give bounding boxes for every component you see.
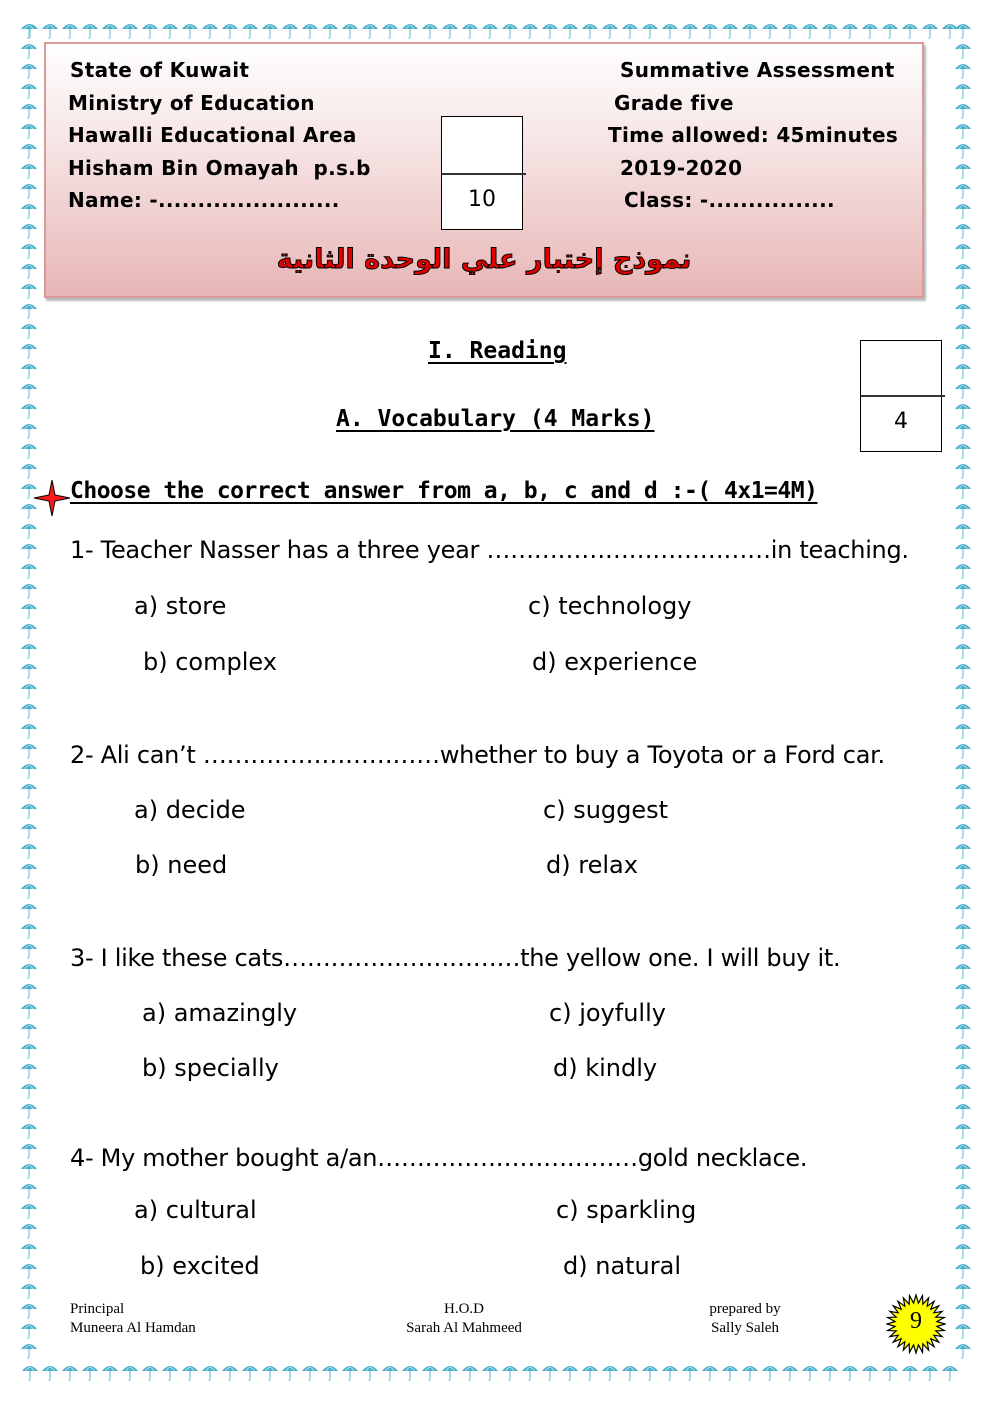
umbrella-icon xyxy=(953,1000,973,1020)
umbrella-icon xyxy=(953,1040,973,1060)
umbrella-icon xyxy=(953,640,973,660)
question-4: 4- My mother bought a/an……………………………gold necklace. xyxy=(70,1144,808,1172)
umbrella-icon xyxy=(953,780,973,800)
umbrella-icon xyxy=(953,820,973,840)
umbrella-icon xyxy=(440,20,460,40)
umbrella-icon xyxy=(840,1362,860,1382)
umbrella-icon xyxy=(200,20,220,40)
umbrella-icon xyxy=(580,20,600,40)
umbrella-icon xyxy=(19,420,39,440)
question-1: 1- Teacher Nasser has a three year ………………………………in teaching. xyxy=(70,536,909,564)
umbrella-icon xyxy=(660,20,680,40)
umbrella-icon xyxy=(800,1362,820,1382)
umbrella-icon xyxy=(640,20,660,40)
umbrella-icon xyxy=(19,320,39,340)
umbrella-icon xyxy=(120,1362,140,1382)
umbrella-icon xyxy=(920,20,940,40)
prepared-name: Sally Saleh xyxy=(711,1320,779,1336)
umbrella-icon xyxy=(19,1000,39,1020)
umbrella-icon xyxy=(953,1020,973,1040)
umbrella-icon xyxy=(880,20,900,40)
option-2c[interactable]: c) suggest xyxy=(543,796,669,824)
umbrella-icon xyxy=(700,1362,720,1382)
umbrella-icon xyxy=(19,1340,39,1360)
umbrella-icon xyxy=(19,560,39,580)
umbrella-border-top xyxy=(20,20,960,42)
umbrella-icon xyxy=(953,720,973,740)
umbrella-icon xyxy=(19,160,39,180)
name-field[interactable]: Name: -....................... xyxy=(68,188,340,212)
section-score-value: 4 xyxy=(894,409,908,434)
umbrella-icon xyxy=(953,860,973,880)
umbrella-icon xyxy=(80,1362,100,1382)
section-title: I. Reading xyxy=(428,338,567,364)
umbrella-icon xyxy=(360,1362,380,1382)
umbrella-icon xyxy=(760,20,780,40)
umbrella-icon xyxy=(19,340,39,360)
umbrella-icon xyxy=(953,920,973,940)
umbrella-icon xyxy=(500,20,520,40)
umbrella-icon xyxy=(19,700,39,720)
umbrella-icon xyxy=(720,1362,740,1382)
umbrella-icon xyxy=(200,1362,220,1382)
time-allowed-label: Time allowed: 45minutes xyxy=(608,123,899,147)
option-3c[interactable]: c) joyfully xyxy=(549,999,666,1027)
umbrella-icon xyxy=(953,140,973,160)
umbrella-icon xyxy=(19,300,39,320)
umbrella-icon xyxy=(19,840,39,860)
umbrella-icon xyxy=(953,940,973,960)
umbrella-icon xyxy=(19,1240,39,1260)
umbrella-icon xyxy=(19,220,39,240)
umbrella-icon xyxy=(600,1362,620,1382)
umbrella-icon xyxy=(953,320,973,340)
umbrella-icon xyxy=(60,20,80,40)
umbrella-icon xyxy=(19,620,39,640)
umbrella-icon xyxy=(19,80,39,100)
umbrella-icon xyxy=(280,1362,300,1382)
umbrella-icon xyxy=(953,420,973,440)
umbrella-icon xyxy=(19,1300,39,1320)
option-3a[interactable]: a) amazingly xyxy=(142,999,298,1027)
umbrella-icon xyxy=(40,1362,60,1382)
umbrella-icon xyxy=(340,1362,360,1382)
option-1a[interactable]: a) store xyxy=(134,592,227,620)
umbrella-icon xyxy=(19,900,39,920)
umbrella-icon xyxy=(600,20,620,40)
umbrella-icon xyxy=(60,1362,80,1382)
option-4a[interactable]: a) cultural xyxy=(134,1196,257,1224)
umbrella-icon xyxy=(19,860,39,880)
umbrella-icon xyxy=(780,20,800,40)
umbrella-icon xyxy=(220,1362,240,1382)
umbrella-icon xyxy=(953,580,973,600)
umbrella-icon xyxy=(19,20,39,40)
umbrella-icon xyxy=(100,20,120,40)
umbrella-icon xyxy=(120,20,140,40)
umbrella-icon xyxy=(953,960,973,980)
option-4d[interactable]: d) natural xyxy=(563,1252,682,1280)
option-3b[interactable]: b) specially xyxy=(142,1054,279,1082)
umbrella-icon xyxy=(300,1362,320,1382)
option-4b[interactable]: b) excited xyxy=(140,1252,260,1280)
umbrella-icon xyxy=(440,1362,460,1382)
umbrella-icon xyxy=(20,1362,40,1382)
umbrella-icon xyxy=(19,800,39,820)
umbrella-icon xyxy=(840,20,860,40)
umbrella-icon xyxy=(19,460,39,480)
umbrella-icon xyxy=(820,20,840,40)
umbrella-icon xyxy=(19,1020,39,1040)
umbrella-icon xyxy=(19,280,39,300)
umbrella-icon xyxy=(480,1362,500,1382)
umbrella-icon xyxy=(19,1200,39,1220)
umbrella-icon xyxy=(953,220,973,240)
umbrella-icon xyxy=(100,1362,120,1382)
umbrella-icon xyxy=(160,1362,180,1382)
umbrella-icon xyxy=(953,700,973,720)
header-box xyxy=(44,42,924,298)
umbrella-icon xyxy=(320,1362,340,1382)
umbrella-icon xyxy=(953,1280,973,1300)
umbrella-icon xyxy=(19,1060,39,1080)
umbrella-icon xyxy=(19,260,39,280)
umbrella-icon xyxy=(19,1260,39,1280)
umbrella-icon xyxy=(953,440,973,460)
umbrella-icon xyxy=(19,720,39,740)
umbrella-icon xyxy=(520,1362,540,1382)
instruction: Choose the correct answer from a, b, c and d :-( 4x1=4M) xyxy=(70,478,818,504)
umbrella-icon xyxy=(953,880,973,900)
option-1d[interactable]: d) experience xyxy=(532,648,698,676)
total-score-box[interactable] xyxy=(441,116,523,230)
umbrella-icon xyxy=(953,620,973,640)
umbrella-icon xyxy=(680,1362,700,1382)
option-4c[interactable]: c) sparkling xyxy=(556,1196,697,1224)
principal-signature xyxy=(70,1300,196,1338)
umbrella-icon xyxy=(400,1362,420,1382)
umbrella-icon xyxy=(260,20,280,40)
umbrella-icon xyxy=(400,20,420,40)
umbrella-icon xyxy=(560,20,580,40)
umbrella-icon xyxy=(420,1362,440,1382)
umbrella-icon xyxy=(920,1362,940,1382)
umbrella-icon xyxy=(953,1340,973,1360)
umbrella-icon xyxy=(953,380,973,400)
grade-label: Grade five xyxy=(614,91,734,115)
umbrella-icon xyxy=(953,800,973,820)
umbrella-icon xyxy=(953,180,973,200)
umbrella-icon xyxy=(860,1362,880,1382)
option-2d[interactable]: d) relax xyxy=(546,851,638,879)
score-divider xyxy=(861,395,945,397)
umbrella-icon xyxy=(19,100,39,120)
option-1c[interactable]: c) technology xyxy=(528,592,692,620)
umbrella-icon xyxy=(953,1120,973,1140)
state-label: State of Kuwait xyxy=(70,58,250,82)
umbrella-icon xyxy=(240,1362,260,1382)
prepared-label: prepared by xyxy=(709,1301,781,1317)
umbrella-icon xyxy=(953,600,973,620)
option-3d[interactable]: d) kindly xyxy=(553,1054,658,1082)
umbrella-icon xyxy=(540,1362,560,1382)
total-score-value: 10 xyxy=(468,187,496,212)
hod-label: H.O.D xyxy=(444,1301,484,1317)
umbrella-icon xyxy=(19,40,39,60)
umbrella-icon xyxy=(580,1362,600,1382)
umbrella-icon xyxy=(880,1362,900,1382)
umbrella-icon xyxy=(19,440,39,460)
umbrella-icon xyxy=(953,900,973,920)
umbrella-icon xyxy=(860,20,880,40)
page-number: 9 xyxy=(910,1308,922,1334)
umbrella-border-bottom xyxy=(20,1362,960,1384)
umbrella-icon xyxy=(480,20,500,40)
umbrella-icon xyxy=(953,1240,973,1260)
umbrella-icon xyxy=(340,20,360,40)
umbrella-icon xyxy=(640,1362,660,1382)
umbrella-icon xyxy=(420,20,440,40)
page-number-badge xyxy=(886,1292,946,1356)
umbrella-icon xyxy=(953,1200,973,1220)
umbrella-icon xyxy=(740,20,760,40)
umbrella-icon xyxy=(953,40,973,60)
umbrella-icon xyxy=(19,1120,39,1140)
school-label: Hisham Bin Omayah p.s.b xyxy=(68,156,371,180)
ministry-label: Ministry of Education xyxy=(68,91,315,115)
umbrella-icon xyxy=(953,1080,973,1100)
option-1b[interactable]: b) complex xyxy=(143,648,277,676)
umbrella-icon xyxy=(560,1362,580,1382)
umbrella-icon xyxy=(19,1140,39,1160)
umbrella-icon xyxy=(500,1362,520,1382)
umbrella-icon xyxy=(953,680,973,700)
umbrella-icon xyxy=(19,360,39,380)
umbrella-icon xyxy=(19,1220,39,1240)
umbrella-icon xyxy=(620,20,640,40)
umbrella-icon xyxy=(19,240,39,260)
umbrella-icon xyxy=(19,400,39,420)
umbrella-icon xyxy=(19,520,39,540)
umbrella-icon xyxy=(19,1040,39,1060)
umbrella-icon xyxy=(953,20,973,40)
umbrella-icon xyxy=(953,560,973,580)
umbrella-icon xyxy=(953,840,973,860)
umbrella-icon xyxy=(953,240,973,260)
umbrella-icon xyxy=(953,740,973,760)
umbrella-icon xyxy=(720,20,740,40)
option-2b[interactable]: b) need xyxy=(135,851,228,879)
umbrella-icon xyxy=(953,100,973,120)
umbrella-icon xyxy=(953,460,973,480)
umbrella-icon xyxy=(953,1260,973,1280)
arabic-title: نموذج إختبار علي الوحدة الثانية xyxy=(276,244,692,275)
umbrella-icon xyxy=(320,20,340,40)
umbrella-icon xyxy=(19,760,39,780)
area-label: Hawalli Educational Area xyxy=(68,123,357,147)
umbrella-icon xyxy=(953,500,973,520)
umbrella-icon xyxy=(19,940,39,960)
umbrella-icon xyxy=(460,1362,480,1382)
umbrella-icon xyxy=(953,1220,973,1240)
umbrella-icon xyxy=(19,1080,39,1100)
umbrella-icon xyxy=(300,20,320,40)
umbrella-icon xyxy=(360,20,380,40)
hod-name: Sarah Al Mahmeed xyxy=(406,1320,522,1336)
hod-signature xyxy=(384,1300,544,1338)
umbrella-icon xyxy=(900,1362,920,1382)
umbrella-icon xyxy=(953,340,973,360)
umbrella-icon xyxy=(19,880,39,900)
umbrella-icon xyxy=(19,1180,39,1200)
umbrella-icon xyxy=(953,360,973,380)
umbrella-icon xyxy=(460,20,480,40)
star-bullet-icon xyxy=(34,480,70,516)
umbrella-icon xyxy=(953,1140,973,1160)
umbrella-icon xyxy=(820,1362,840,1382)
umbrella-icon xyxy=(180,20,200,40)
umbrella-icon xyxy=(940,1362,960,1382)
umbrella-icon xyxy=(240,20,260,40)
principal-label: Principal xyxy=(70,1301,125,1317)
umbrella-icon xyxy=(19,920,39,940)
umbrella-icon xyxy=(953,1060,973,1080)
umbrella-icon xyxy=(953,980,973,1000)
umbrella-icon xyxy=(19,540,39,560)
umbrella-icon xyxy=(180,1362,200,1382)
umbrella-icon xyxy=(953,540,973,560)
umbrella-icon xyxy=(953,520,973,540)
umbrella-icon xyxy=(19,740,39,760)
umbrella-icon xyxy=(19,380,39,400)
umbrella-icon xyxy=(19,640,39,660)
question-2: 2- Ali can’t …………………………whether to buy a Toyota or a Ford car. xyxy=(70,741,885,769)
umbrella-icon xyxy=(953,160,973,180)
umbrella-icon xyxy=(953,260,973,280)
principal-name: Muneera Al Hamdan xyxy=(70,1320,196,1336)
umbrella-icon xyxy=(520,20,540,40)
umbrella-icon xyxy=(19,140,39,160)
year-label: 2019-2020 xyxy=(620,156,743,180)
umbrella-icon xyxy=(380,1362,400,1382)
prepared-by-signature xyxy=(690,1300,800,1338)
option-2a[interactable]: a) decide xyxy=(134,796,246,824)
umbrella-icon xyxy=(953,200,973,220)
umbrella-icon xyxy=(953,60,973,80)
umbrella-icon xyxy=(19,960,39,980)
umbrella-icon xyxy=(19,120,39,140)
umbrella-icon xyxy=(19,660,39,680)
umbrella-icon xyxy=(80,20,100,40)
umbrella-icon xyxy=(953,1160,973,1180)
umbrella-icon xyxy=(19,580,39,600)
umbrella-icon xyxy=(700,20,720,40)
umbrella-icon xyxy=(953,120,973,140)
umbrella-icon xyxy=(19,680,39,700)
umbrella-icon xyxy=(19,1320,39,1340)
umbrella-icon xyxy=(953,660,973,680)
umbrella-icon xyxy=(953,1100,973,1120)
umbrella-icon xyxy=(660,1362,680,1382)
umbrella-icon xyxy=(800,20,820,40)
umbrella-icon xyxy=(780,1362,800,1382)
umbrella-icon xyxy=(760,1362,780,1382)
class-field[interactable]: Class: -................ xyxy=(624,188,835,212)
umbrella-icon xyxy=(953,80,973,100)
umbrella-icon xyxy=(953,400,973,420)
umbrella-icon xyxy=(953,280,973,300)
section-score-box[interactable] xyxy=(860,340,942,452)
umbrella-border-right xyxy=(953,20,975,1360)
umbrella-icon xyxy=(19,600,39,620)
score-divider xyxy=(442,173,526,175)
umbrella-icon xyxy=(280,20,300,40)
umbrella-icon xyxy=(953,1300,973,1320)
section-subtitle: A. Vocabulary (4 Marks) xyxy=(336,406,655,432)
umbrella-icon xyxy=(953,480,973,500)
umbrella-icon xyxy=(540,20,560,40)
umbrella-icon xyxy=(740,1362,760,1382)
umbrella-icon xyxy=(19,180,39,200)
umbrella-icon xyxy=(19,60,39,80)
umbrella-icon xyxy=(19,820,39,840)
umbrella-icon xyxy=(140,20,160,40)
umbrella-icon xyxy=(620,1362,640,1382)
umbrella-icon xyxy=(380,20,400,40)
umbrella-icon xyxy=(19,1160,39,1180)
umbrella-icon xyxy=(19,200,39,220)
umbrella-icon xyxy=(953,1320,973,1340)
umbrella-icon xyxy=(900,20,920,40)
umbrella-icon xyxy=(260,1362,280,1382)
umbrella-icon xyxy=(40,20,60,40)
umbrella-icon xyxy=(160,20,180,40)
umbrella-icon xyxy=(953,760,973,780)
umbrella-icon xyxy=(19,980,39,1000)
umbrella-border-left xyxy=(19,20,41,1360)
umbrella-icon xyxy=(19,780,39,800)
umbrella-icon xyxy=(19,1280,39,1300)
umbrella-icon xyxy=(680,20,700,40)
assessment-label: Summative Assessment xyxy=(620,58,895,82)
umbrella-icon xyxy=(953,1180,973,1200)
umbrella-icon xyxy=(953,300,973,320)
umbrella-icon xyxy=(220,20,240,40)
umbrella-icon xyxy=(140,1362,160,1382)
umbrella-icon xyxy=(19,1100,39,1120)
question-3: 3- I like these cats…………………………the yellow one. I will buy it. xyxy=(70,944,841,972)
